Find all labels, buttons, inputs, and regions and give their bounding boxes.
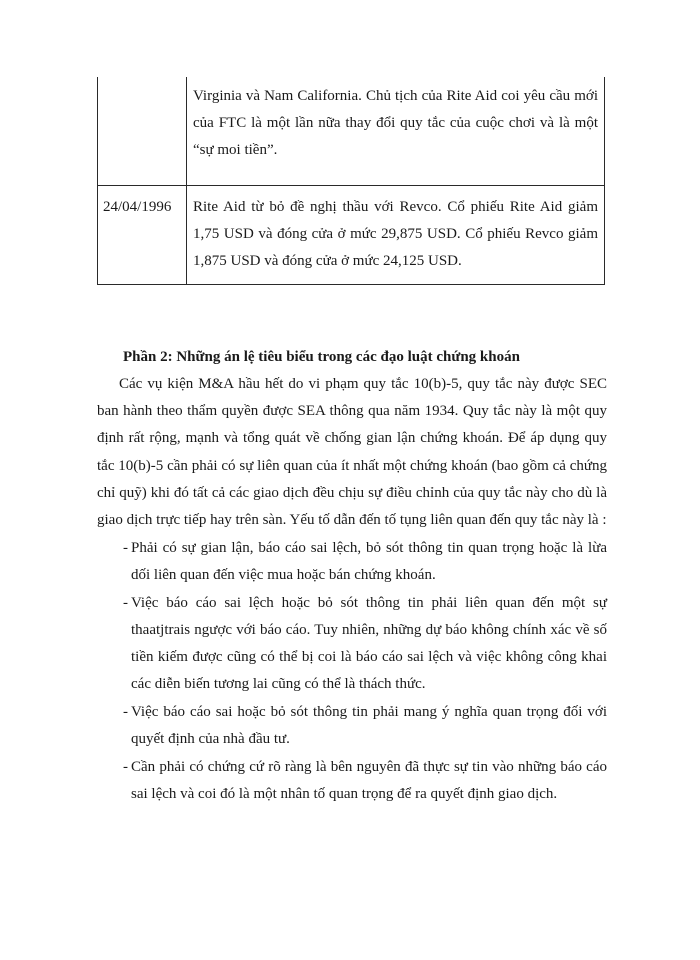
bullet-marker: -: [123, 704, 128, 721]
list-item-text: Việc báo cáo sai lệch hoặc bỏ sót thông tin phải liên quan đến một sự thaatjtrais ngược với báo cáo. Tuy nhiên, những dự báo không chính xác về số tiền kiếm được cũng có thể bị coi là báo cáo sai lệch và việc không công khai các diễn biến tương lai cũng có thể là thách thức.: [131, 595, 607, 693]
list-item-text: Phải có sự gian lận, báo cáo sai lệch, bỏ sót thông tin quan trọng hoặc là lừa dối liên quan đến việc mua hoặc bán chứng khoán.: [131, 540, 607, 584]
section-content: [97, 344, 607, 808]
list-item: [97, 590, 607, 698]
list-item-text: Cần phải có chứng cứ rõ ràng là bên nguyên đã thực sự tin vào những báo cáo sai lệch và coi đó là một nhân tố quan trọng để ra quyết định giao dịch.: [131, 759, 607, 803]
criteria-list: [97, 535, 607, 808]
bullet-marker: -: [123, 595, 128, 612]
intro-paragraph: Các vụ kiện M&A hầu hết do vi phạm quy tắc 10(b)-5, quy tắc này được SEC ban hành theo thẩm quyền được SEA thông qua năm 1934. Quy tắc này là một quy định rất rộng, mạnh và tổng quát về chống gian lận chứng khoán. Để áp dụng quy tắc 10(b)-5 cần phải có sự liên quan của ít nhất một chứng khoán (bao gồm cả chứng chỉ quỹ) khi đó tất cả các giao dịch đều chịu sự điều chỉnh của quy tắc này cho dù là giao dịch trực tiếp hay trên sàn. Yếu tố dẫn đến tố tụng liên quan đến quy tắc này là :: [97, 376, 607, 529]
table-date-cell: [98, 77, 187, 186]
list-item-text: Việc báo cáo sai hoặc bỏ sót thông tin phải mang ý nghĩa quan trọng đối với quyết định của nhà đầu tư.: [131, 704, 607, 748]
bullet-marker: -: [123, 540, 128, 557]
list-item: [97, 699, 607, 753]
table-row: [98, 186, 605, 285]
table-text-cell: Virginia và Nam California. Chủ tịch của Rite Aid coi yêu cầu mới của FTC là một lần nữa thay đổi quy tắc của cuộc chơi và là một “sự moi tiền”.: [187, 77, 605, 186]
table-row: [98, 77, 605, 186]
table-text-cell: Rite Aid từ bỏ đề nghị thầu với Revco. Cổ phiếu Rite Aid giảm 1,75 USD và đóng cửa ở mức 29,875 USD. Cổ phiếu Revco giảm 1,875 USD và đóng cửa ở mức 24,125 USD.: [187, 186, 605, 285]
list-item: [97, 535, 607, 589]
bullet-marker: -: [123, 759, 128, 776]
list-item: [97, 754, 607, 808]
timeline-table: [97, 77, 605, 285]
section-title: Phần 2: Những án lệ tiêu biểu trong các đạo luật chứng khoán: [123, 349, 520, 365]
table-date-cell: 24/04/1996: [98, 186, 187, 285]
